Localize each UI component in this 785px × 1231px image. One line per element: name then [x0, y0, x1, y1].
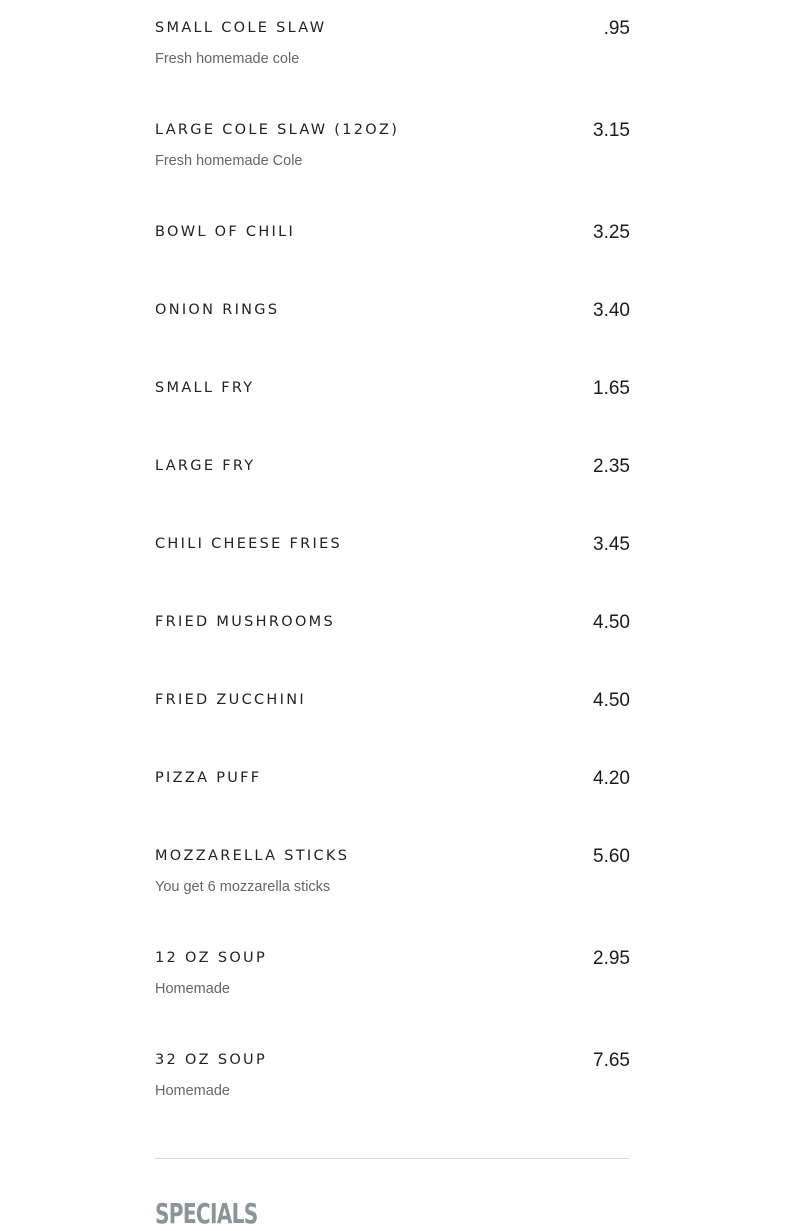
item-name: BOWL OF CHILI: [155, 224, 296, 240]
item-price: 5.60: [593, 846, 630, 867]
item-price: 3.15: [593, 120, 630, 141]
item-price: 2.35: [593, 456, 630, 477]
item-name: SMALL FRY: [155, 380, 255, 396]
item-price: 4.50: [593, 690, 630, 711]
item-price: 1.65: [593, 378, 630, 399]
item-description: Fresh homemade cole: [155, 51, 300, 67]
item-name: PIZZA PUFF: [155, 770, 262, 786]
item-name: MOZZARELLA STICKS: [155, 848, 350, 864]
item-description: Fresh homemade Cole: [155, 153, 303, 169]
item-price: 3.45: [593, 534, 630, 555]
item-price: 3.25: [593, 222, 630, 243]
item-price: 4.20: [593, 768, 630, 789]
item-description: You get 6 mozzarella sticks: [155, 879, 331, 895]
item-name: 32 OZ SOUP: [155, 1052, 267, 1068]
item-name: LARGE COLE SLAW (12OZ): [155, 122, 400, 138]
item-name: SMALL COLE SLAW: [155, 20, 327, 36]
item-name: 12 OZ SOUP: [155, 950, 267, 966]
item-description: Homemade: [155, 981, 230, 997]
item-description: Homemade: [155, 1083, 230, 1099]
item-price: .95: [603, 18, 630, 39]
item-name: CHILI CHEESE FRIES: [155, 536, 343, 552]
item-name: FRIED ZUCCHINI: [155, 692, 306, 708]
item-price: 4.50: [593, 612, 630, 633]
item-name: LARGE FRY: [155, 458, 256, 474]
item-price: 2.95: [593, 948, 630, 969]
item-price: 7.65: [593, 1050, 630, 1071]
item-name: ONION RINGS: [155, 302, 280, 318]
item-name: FRIED MUSHROOMS: [155, 614, 335, 630]
section-divider: [155, 1158, 630, 1159]
item-price: 3.40: [593, 300, 630, 321]
section-heading-specials: SPECIALS: [155, 1197, 258, 1230]
